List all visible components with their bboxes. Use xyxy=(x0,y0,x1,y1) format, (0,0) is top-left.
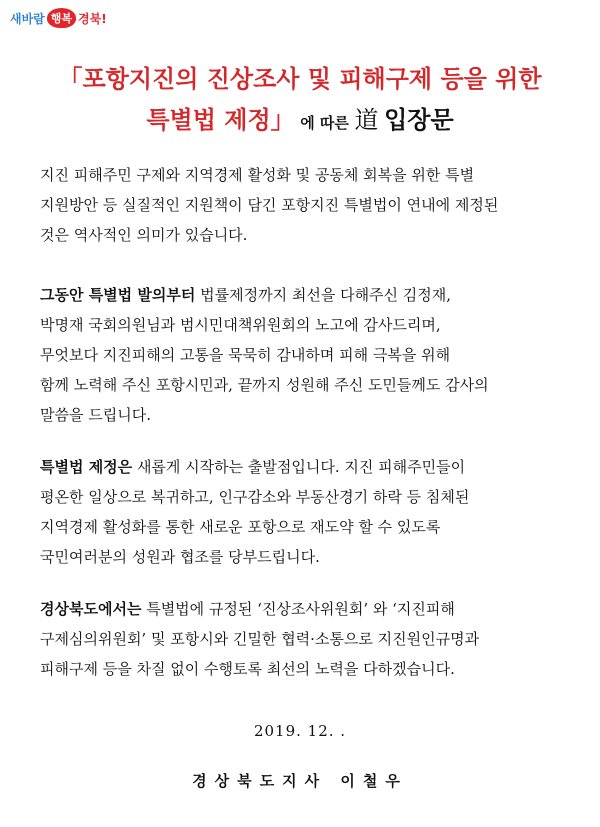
title-statement: 입장문 xyxy=(384,106,454,134)
paragraph-4 xyxy=(40,594,570,684)
paragraph-line: 지원방안 등 실질적인 지원책이 담긴 포항지진 특별법이 연내에 제정된 xyxy=(40,196,499,214)
signer-name: 경상북도지사 이철우 xyxy=(192,772,408,790)
paragraph-lead: 특별법 제정은 xyxy=(40,458,133,476)
logo-text-new-wind: 새바람 xyxy=(10,11,45,26)
gyeongbuk-logo xyxy=(10,8,107,28)
document-title xyxy=(20,60,580,142)
paragraph-line-rest: 특별법에 규정된 ‘진상조사위원회’ 와 ‘지진피해 xyxy=(141,600,455,618)
title-province-kanji: 道 xyxy=(354,106,379,134)
paragraph-lead: 경상북도에서는 xyxy=(40,600,142,618)
paragraph-lead: 그동안 특별법 발의부터 xyxy=(40,286,196,304)
logo-heart-icon: 행복 xyxy=(47,8,76,28)
paragraph-line: 국민여러분의 성원과 협조를 당부드립니다. xyxy=(40,548,320,566)
paragraph-3 xyxy=(40,452,570,572)
paragraph-line: 함께 노력해 주신 포항시민과, 끝까지 성원해 주신 도민들께도 감사의 xyxy=(40,376,489,394)
title-connector: 에 따른 xyxy=(300,114,349,132)
paragraph-line xyxy=(40,594,570,624)
paragraph-line: 말씀을 드립니다. xyxy=(40,406,151,424)
paragraph-line: 지역경제 활성화를 통한 새로운 포항으로 재도약 할 수 있도록 xyxy=(40,518,441,536)
paragraph-line: 피해구제 등을 차질 없이 수행토록 최선의 노력을 다하겠습니다. xyxy=(40,660,455,678)
title-line-2 xyxy=(20,101,580,142)
title-law-name: 특별법 제정」 xyxy=(146,106,295,134)
paragraph-line xyxy=(40,280,570,310)
paragraph-2 xyxy=(40,280,570,430)
paragraph-line: 무엇보다 지진피해의 고통을 묵묵히 감내하며 피해 극복을 위해 xyxy=(40,346,451,364)
title-line-1-text: 「포항지진의 진상조사 및 피해구제 등을 위한 xyxy=(58,65,542,93)
paragraph-line: 구제심의위원회’ 및 포항시와 긴밀한 협력·소통으로 지진원인규명과 xyxy=(40,630,480,648)
document-date: 2019. 12. . xyxy=(253,722,347,740)
paragraph-line-rest: 법률제정까지 최선을 다해주신 김정재, xyxy=(195,286,452,304)
paragraph-line: 박명재 국회의원님과 범시민대책위원회의 노고에 감사드리며, xyxy=(40,316,441,334)
paragraph-line-rest: 새롭게 시작하는 출발점입니다. 지진 피해주민들이 xyxy=(132,458,466,476)
title-line-1 xyxy=(20,60,580,101)
paragraph-line: 평온한 일상으로 복귀하고, 인구감소와 부동산경기 하락 등 침체된 xyxy=(40,488,470,506)
paragraph-line xyxy=(40,452,570,482)
paragraph-line: 지진 피해주민 구제와 지역경제 활성화 및 공동체 회복을 위한 특별 xyxy=(40,166,475,184)
logo-text-gyeongbuk: 경북! xyxy=(78,11,107,26)
paragraph-1 xyxy=(40,160,570,250)
paragraph-line: 것은 역사적인 의미가 있습니다. xyxy=(40,226,248,244)
